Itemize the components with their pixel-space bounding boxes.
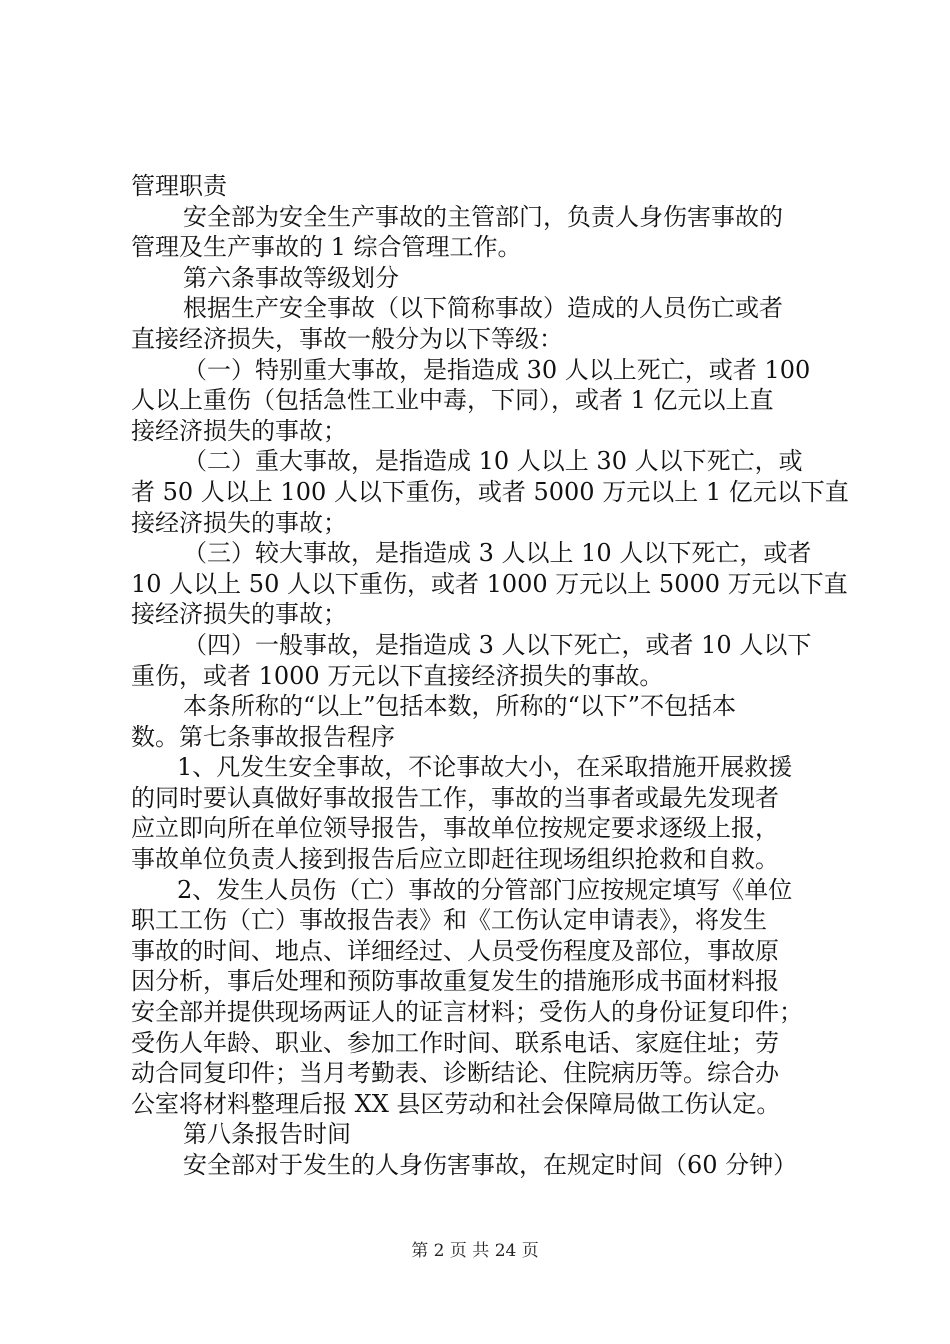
text-line: 1、凡发生安全事故，不论事故大小，在采取措施开展救援 [177,753,793,782]
text-line: 第八条报告时间 [183,1120,351,1149]
text-line: 接经济损失的事故； [131,600,347,629]
text-line: 的同时要认真做好事故报告工作，事故的当事者或最先发现者 [131,783,779,812]
text-line: （四）一般事故，是指造成 3 人以下死亡，或者 10 人以下 [183,630,812,659]
text-line: 事故单位负责人接到报告后应立即赶往现场组织抢救和自救。 [131,845,779,874]
text-line: 重伤，或者 1000 万元以下直接经济损失的事故。 [131,661,664,690]
text-line: （一）特别重大事故，是指造成 30 人以上死亡，或者 100 [183,355,811,384]
text-line: 直接经济损失，事故一般分为以下等级： [131,324,563,353]
text-line: 人以上重伤（包括急性工业中毒，下同），或者 1 亿元以上直 [131,386,774,415]
text-line: 者 50 人以上 100 人以下重伤，或者 5000 万元以上 1 亿元以下直 [131,477,849,506]
text-line: 动合同复印件；当月考勤表、诊断结论、住院病历等。综合办 [131,1059,779,1088]
document-body [131,171,849,1181]
text-line: 公室将材料整理后报 XX 县区劳动和社会保障局做工伤认定。 [131,1089,781,1118]
text-line: 接经济损失的事故； [131,508,347,537]
text-line: 事故的时间、地点、详细经过、人员受伤程度及部位，事故原 [131,936,779,965]
text-line: 管理及生产事故的 1 综合管理工作。 [131,233,522,262]
text-line: 受伤人年龄、职业、参加工作时间、联系电话、家庭住址；劳 [131,1028,779,1057]
text-line: 根据生产安全事故（以下简称事故）造成的人员伤亡或者 [183,294,783,323]
text-line: 接经济损失的事故； [131,416,347,445]
text-line: 职工工伤（亡）事故报告表》和《工伤认定申请表》，将发生 [131,906,767,935]
text-line: 安全部并提供现场两证人的证言材料；受伤人的身份证复印件； [131,998,803,1027]
text-line: 数。第七条事故报告程序 [131,722,395,751]
page-footer: 第 2 页 共 24 页 [411,1241,539,1261]
text-line: 安全部对于发生的人身伤害事故，在规定时间（60 分钟） [183,1151,798,1179]
text-line: 2、发生人员伤（亡）事故的分管部门应按规定填写《单位 [177,875,793,904]
text-line: 因分析，事后处理和预防事故重复发生的措施形成书面材料报 [131,967,779,996]
text-line: 应立即向所在单位领导报告，事故单位按规定要求逐级上报， [131,814,779,843]
text-line: 管理职责 [131,172,227,200]
text-line: 安全部为安全生产事故的主管部门，负责人身伤害事故的 [183,202,783,231]
text-line: 10 人以上 50 人以下重伤，或者 1000 万元以上 5000 万元以下直 [131,569,848,598]
text-line: （三）较大事故，是指造成 3 人以上 10 人以下死亡，或者 [183,539,812,568]
text-line: 本条所称的“以上”包括本数，所称的“以下”不包括本 [183,692,737,721]
text-line: （二）重大事故，是指造成 10 人以上 30 人以下死亡，或 [183,447,803,476]
text-line: 第六条事故等级划分 [183,263,399,292]
